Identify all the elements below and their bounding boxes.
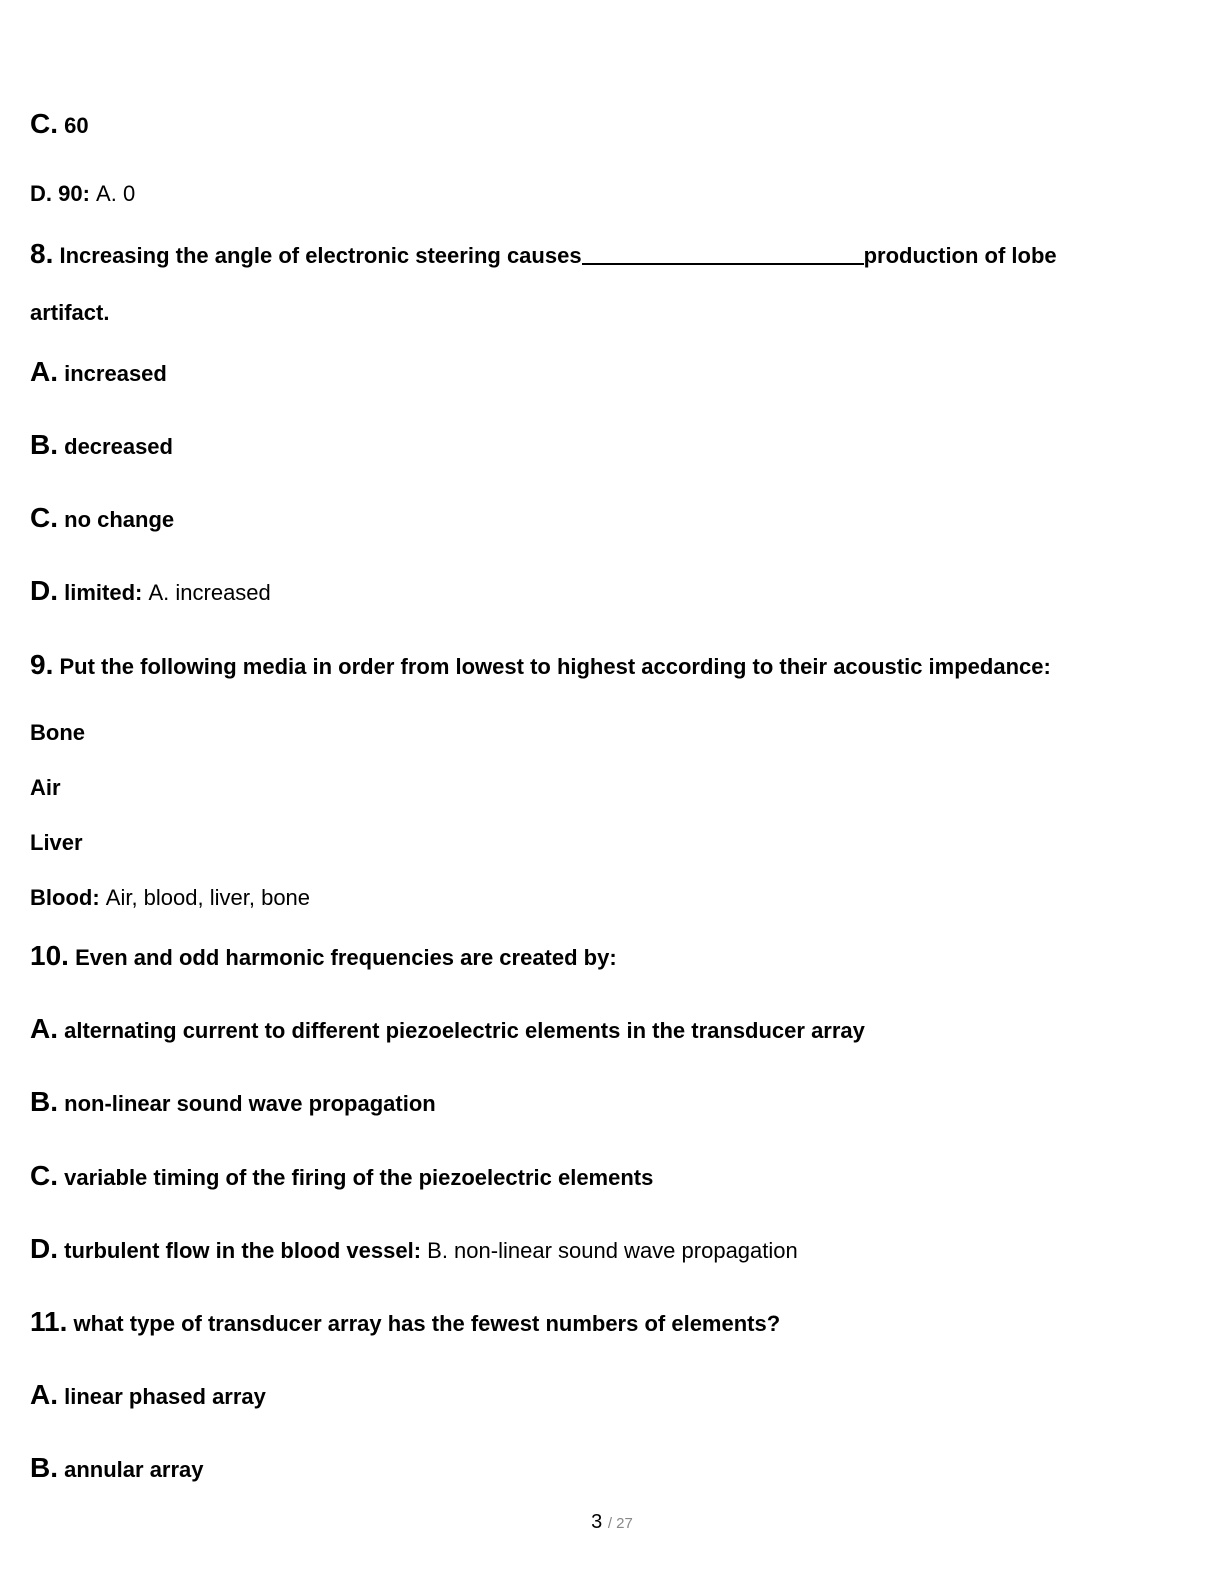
q8-option-d — [30, 575, 271, 606]
option-text: 90: — [58, 181, 90, 206]
page-number-footer — [0, 1511, 1224, 1534]
q11-option-b — [30, 1452, 204, 1483]
option-label: B. — [30, 429, 58, 460]
answer-text: Air, blood, liver, bone — [105, 885, 311, 910]
question-number: 8. — [30, 238, 54, 269]
option-label: D. — [30, 1233, 58, 1264]
q11-option-a — [30, 1379, 266, 1410]
question-number: 11. — [30, 1306, 68, 1337]
option-label: C. — [30, 1160, 58, 1191]
option-label: A. — [30, 1379, 58, 1410]
question-text-before: Increasing the angle of electronic steering causes — [59, 243, 582, 268]
question-number: 9. — [30, 649, 54, 680]
q8-option-b — [30, 429, 173, 460]
option-label: C. — [30, 502, 58, 533]
option-text: no change — [64, 507, 175, 532]
q9-item-liver — [30, 830, 83, 856]
q7-option-d — [30, 181, 135, 207]
option-text: turbulent flow in the blood vessel: — [64, 1238, 422, 1263]
question-text: Even and odd harmonic frequencies are created by: — [75, 945, 617, 970]
q10-option-a — [30, 1013, 865, 1044]
answer-text: A. 0 — [96, 181, 136, 206]
option-label: D. — [30, 181, 52, 206]
q11-question — [30, 1306, 781, 1337]
q8-option-a — [30, 356, 167, 387]
q8-question-continued — [30, 300, 109, 326]
q9-item-bone — [30, 720, 85, 746]
question-text-after: production of lobe — [863, 243, 1057, 268]
q10-question — [30, 940, 617, 971]
q8-option-c — [30, 502, 175, 533]
option-label: B. — [30, 1086, 58, 1117]
list-item: Liver — [30, 830, 83, 855]
option-text: limited: — [64, 580, 143, 605]
option-text: annular array — [64, 1457, 204, 1482]
total-pages: / 27 — [607, 1515, 633, 1532]
current-page: 3 — [591, 1511, 603, 1533]
option-label: A. — [30, 356, 58, 387]
q10-option-b — [30, 1086, 436, 1117]
option-text: variable timing of the firing of the piezoelectric elements — [64, 1165, 654, 1190]
question-text: what type of transducer array has the fewest numbers of elements? — [73, 1311, 781, 1336]
question-number: 10. — [30, 940, 69, 971]
q9-question — [30, 649, 1051, 680]
q9-item-blood — [30, 885, 310, 911]
option-text: increased — [64, 361, 167, 386]
option-text: non-linear sound wave propagation — [64, 1091, 436, 1116]
option-text: 60 — [64, 113, 89, 138]
fill-in-blank — [582, 263, 864, 265]
option-label: B. — [30, 1452, 58, 1483]
option-label: D. — [30, 575, 58, 606]
option-text: decreased — [64, 434, 173, 459]
answer-text: A. increased — [148, 580, 271, 605]
option-label: C. — [30, 108, 58, 139]
list-item: Bone — [30, 720, 85, 745]
q10-option-d — [30, 1233, 798, 1264]
option-label: A. — [30, 1013, 58, 1044]
answer-text: B. non-linear sound wave propagation — [427, 1238, 798, 1263]
q7-option-c — [30, 108, 89, 139]
option-text: linear phased array — [64, 1384, 266, 1409]
question-text: Put the following media in order from lowest to highest according to their acoustic impedance: — [59, 654, 1051, 679]
q8-question — [30, 238, 1057, 269]
q10-option-c — [30, 1160, 654, 1191]
option-text: alternating current to different piezoelectric elements in the transducer array — [64, 1018, 865, 1043]
q9-item-air — [30, 775, 61, 801]
list-item: Blood: — [30, 885, 100, 910]
list-item: Air — [30, 775, 61, 800]
question-text-cont: artifact. — [30, 300, 110, 325]
